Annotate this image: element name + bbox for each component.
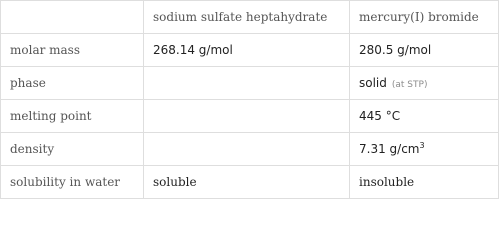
phase-value: solid [359, 76, 387, 90]
cell-value [144, 67, 350, 100]
row-label: density [1, 133, 144, 166]
row-label: melting point [1, 100, 144, 133]
density-unit-exponent: 3 [419, 141, 425, 150]
cell-value [144, 133, 350, 166]
row-label: molar mass [1, 34, 144, 67]
density-value: 7.31 g/cm [359, 142, 420, 156]
header-sodium-sulfate-heptahydrate: sodium sulfate heptahydrate [144, 1, 350, 34]
table-row-molar-mass [1, 34, 499, 67]
table-row-phase [1, 67, 499, 100]
cell-value-with-note [350, 67, 499, 100]
header-mercury-bromide: mercury(I) bromide [350, 1, 499, 34]
cell-value: 268.14 g/mol [144, 34, 350, 67]
table-row-solubility [1, 166, 499, 199]
row-label: phase [1, 67, 144, 100]
cell-value: insoluble [350, 166, 499, 199]
table-row-density [1, 133, 499, 166]
table-row-melting-point [1, 100, 499, 133]
phase-note: (at STP) [391, 80, 428, 90]
cell-value: 445 °C [350, 100, 499, 133]
header-row [1, 1, 499, 34]
header-empty [1, 1, 144, 34]
row-label: solubility in water [1, 166, 144, 199]
cell-value: 280.5 g/mol [350, 34, 499, 67]
cell-value-with-superscript [350, 133, 499, 166]
cell-value: soluble [144, 166, 350, 199]
cell-value [144, 100, 350, 133]
